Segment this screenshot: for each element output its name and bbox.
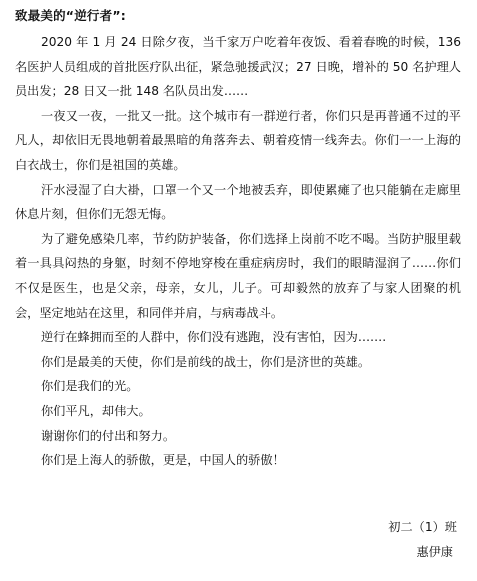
signature-author: 惠伊康 xyxy=(416,545,453,559)
paragraph-8: 你们平凡，却伟大。 xyxy=(41,403,151,418)
letter-title: 致最美的“逆行者”: xyxy=(15,8,126,23)
signature-class: 初二（1）班 xyxy=(388,520,457,534)
paragraph-1: 2020 年 1 月 24 日除夕夜，当千家万户吃着年夜饭、看着春晚的时候，136 名医护人员组成的首批医疗队出征，紧急驰援武汉；27 日晚，增补的 50 名护理人员出发；28 日又一批 148 名队员出发…… xyxy=(15,35,461,99)
paragraph-9: 谢谢你们的付出和努力。 xyxy=(41,428,176,443)
paragraph-6: 你们是最美的天使，你们是前线的战士，你们是济世的英雄。 xyxy=(41,354,371,369)
paragraph-3: 汗水浸湿了白大褂，口罩一个又一个地被丢弃，即使累瘫了也只能躺在走廊里休息片刻，但你们无怨无悔。 xyxy=(15,182,461,222)
paragraph-4: 为了避免感染几率，节约防护装备，你们选择上岗前不吃不喝。当防护服里载着一具具闷热的身躯，时刻不停地穿梭在重症病房时，我们的眼睛湿润了……你们不仅是医生，也是父亲，母亲，女儿，儿子。可却毅然的放弃了与家人团聚的机会，坚定地站在这里，和同伴并肩，与病毒战斗。 xyxy=(15,231,461,320)
paragraph-7: 你们是我们的光。 xyxy=(41,379,139,394)
paragraph-5: 逆行在蜂拥而至的人群中，你们没有逃跑，没有害怕，因为……. xyxy=(41,330,387,345)
paragraph-10: 你们是上海人的骄傲，更是，中国人的骄傲！ xyxy=(41,453,285,468)
paragraph-2: 一夜又一夜，一批又一批。这个城市有一群逆行者，你们只是再普通不过的平凡人，却依旧无畏地朝着最黑暗的角落奔去、朝着疫情一线奔去。你们一一上海的白衣战士，你们是祖国的英雄。 xyxy=(15,108,461,172)
letter-body xyxy=(15,30,461,473)
